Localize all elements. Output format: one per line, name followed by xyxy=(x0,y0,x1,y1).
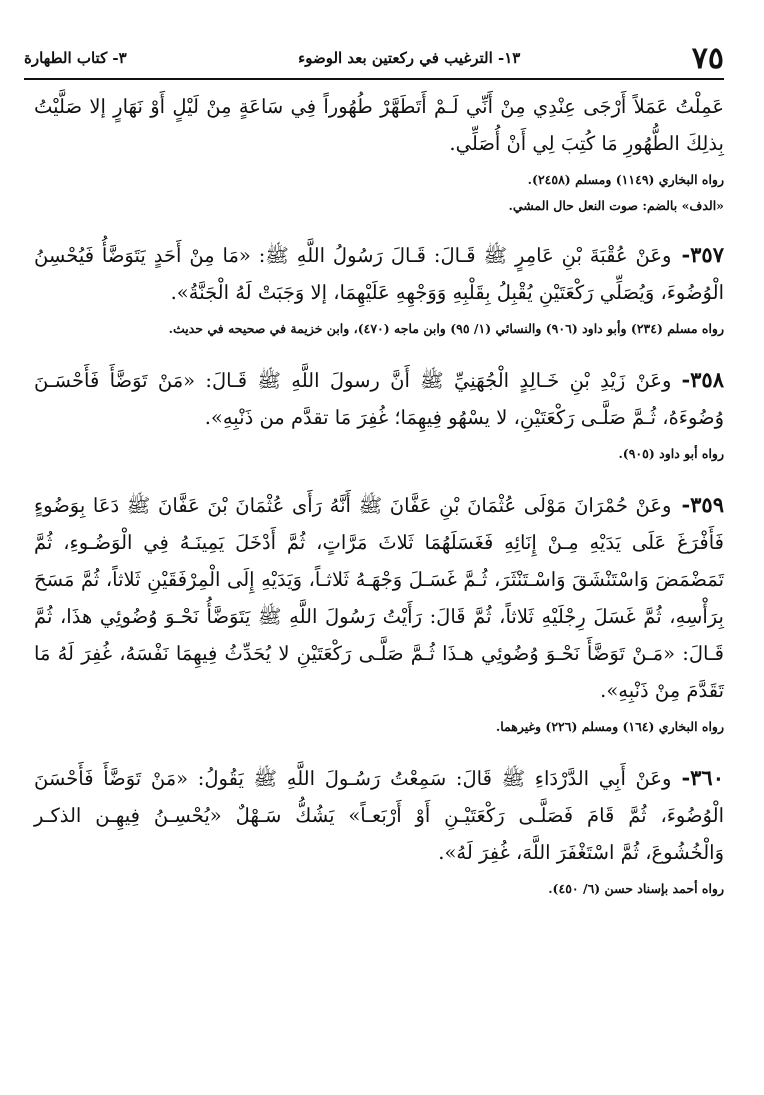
hadith-358 xyxy=(34,361,724,464)
hadith-number: ٣٥٧- xyxy=(681,242,724,267)
hadith-text: وعَنْ زَيْدِ بْنِ خَـالِدٍ الْجُهَنِيِّ ﷺ أَنَّ رسولَ اللَّهِ ﷺ قَـالَ: «مَنْ تَوَضَّأَ فَأَحْسَـنَ وُضُوءَهُ، ثُـمَّ صَلَّـى رَكْعَتَيْنِ، لا يسْهُو فِيهِمَا؛ غُفِرَ مَا تقدَّم من ذَنْبِهِ». xyxy=(34,369,724,429)
intro-text: عَمِلْتُ عَمَلاً أَرْجَى عِنْدِي مِنْ أَنِّي لَـمْ أَتَطَهَّرْ طُهُوراً فِي سَاعَةٍ مِنْ لَيْلٍ أَوْ نَهَارٍ إلا صَلَّيْتُ بِذلِكَ الطُّهُورِ مَا كُتِبَ لِي أَنْ أُصَلِّي. xyxy=(34,95,724,155)
intro-block xyxy=(34,88,724,216)
hadith-number: ٣٦٠- xyxy=(681,765,724,790)
page-number: ٧٥ xyxy=(691,40,724,76)
hadith-source: رواه مسلم (٢٣٤) وأبو داود (٩٠٦) والنسائي (١/ ٩٥) وابن ماجه (٤٧٠)، وابن خزيمة في صحيحه في حديث. xyxy=(168,321,724,336)
hadith-number: ٣٥٩- xyxy=(681,492,724,517)
section-title: ١٣- الترغيب في ركعتين بعد الوضوء xyxy=(298,49,521,67)
hadith-text: وعَنْ حُمْرَانَ مَوْلَى عُثْمَانَ بْنِ عَفَّانَ ﷺ أَنَّهُ رَأَى عُثْمَانَ بْنَ عَفَّانَ ﷺ دَعَا بِوَضُوءٍ فَأَفْرَغَ عَلَى يَدَيْهِ مِـنْ إِنَائِهِ فَغَسَلَهُمَا ثَلاثَ مَرَّاتٍ، ثُمَّ أَدْخَلَ يَمِينَـهُ فِي الْوَضُـوءِ، ثُمَّ تَمَضْمَضَ وَاسْتَنْشَقَ وَاسْـتَنْثَرَ، ثُـمَّ غَسَـلَ وَجْهَـهُ ثَلاثـاً، وَيَدَيْهِ إِلَى الْمِرْفَقَيْنِ ثَلاثاً، ثُمَّ مَسَحَ بِرَأْسِهِ، ثُمَّ غَسَلَ رِجْلَيْهِ ثَلاثاً، ثُمَّ قَالَ: رَأَيْتُ رَسُولَ اللَّهِ ﷺ يَتَوَضَّأُ نَحْـوَ وُضُوئِي هذَا، ثُمَّ قَـالَ: «مَـنْ تَوَضَّأَ نَحْـوَ وُضُوئِي هـذَا ثُـمَّ صَلَّـى رَكْعَتَيْنِ لا يُحَدِّثُ فِيهِمَا نَفْسَهُ، غُفِرَ لَهُ مَا تَقَدَّمَ مِنْ ذَنْبِهِ». xyxy=(34,494,724,702)
hadith-source: رواه أحمد بإسناد حسن (٦/ ٤٥٠). xyxy=(548,881,724,896)
hadith-text: وعَنْ عُقْبَةَ بْنِ عَامِرٍ ﷺ قَـالَ: قَـالَ رَسُولُ اللَّهِ ﷺ: «مَا مِنْ أَحَدٍ يَتَوَضَّأُ فَيُحْسِنُ الْوُضُوءَ، وَيُصَلِّي رَكْعَتَيْنِ يُقْبِلُ بِقَلْبِهِ وَوَجْهِهِ عَلَيْهِمَا، إلا وَجَبَتْ لَهُ الْجَنَّةُ». xyxy=(34,244,724,304)
page-header xyxy=(24,38,724,80)
hadith-357 xyxy=(34,236,724,339)
hadith-source: رواه أبو داود (٩٠٥). xyxy=(618,446,724,461)
intro-note: «الدف» بالضم: صوت النعل حال المشي. xyxy=(508,198,724,213)
intro-source: رواه البخاري (١١٤٩) ومسلم (٢٤٥٨). xyxy=(527,172,724,187)
hadith-359 xyxy=(34,486,724,737)
book-title: ٣- كتاب الطهارة xyxy=(24,49,127,67)
hadith-source: رواه البخاري (١٦٤) ومسلم (٢٢٦) وغيرهما. xyxy=(495,719,724,734)
hadith-number: ٣٥٨- xyxy=(681,367,724,392)
hadith-text: وعَنْ أَبِي الدَّرْدَاءِ ﷺ قَالَ: سَمِعْتُ رَسُـولَ اللَّهِ ﷺ يَقُولُ: «مَنْ تَوَضَّأَ فَأَحْسَنَ الْوُضُوءَ، ثُمَّ قَامَ فَصَلَّـى رَكْعَتَيْـنِ أَوْ أَرْبَعـاً» يَشُكُّ سَـهْلٌ «يُحْسِـنُ فِيهِـن الذكـر وَالْخُشُوعَ، ثُمَّ اسْتَغْفَرَ اللَّهَ، غُفِرَ لَهُ». xyxy=(34,767,724,864)
page-content xyxy=(34,88,724,921)
hadith-360 xyxy=(34,759,724,899)
